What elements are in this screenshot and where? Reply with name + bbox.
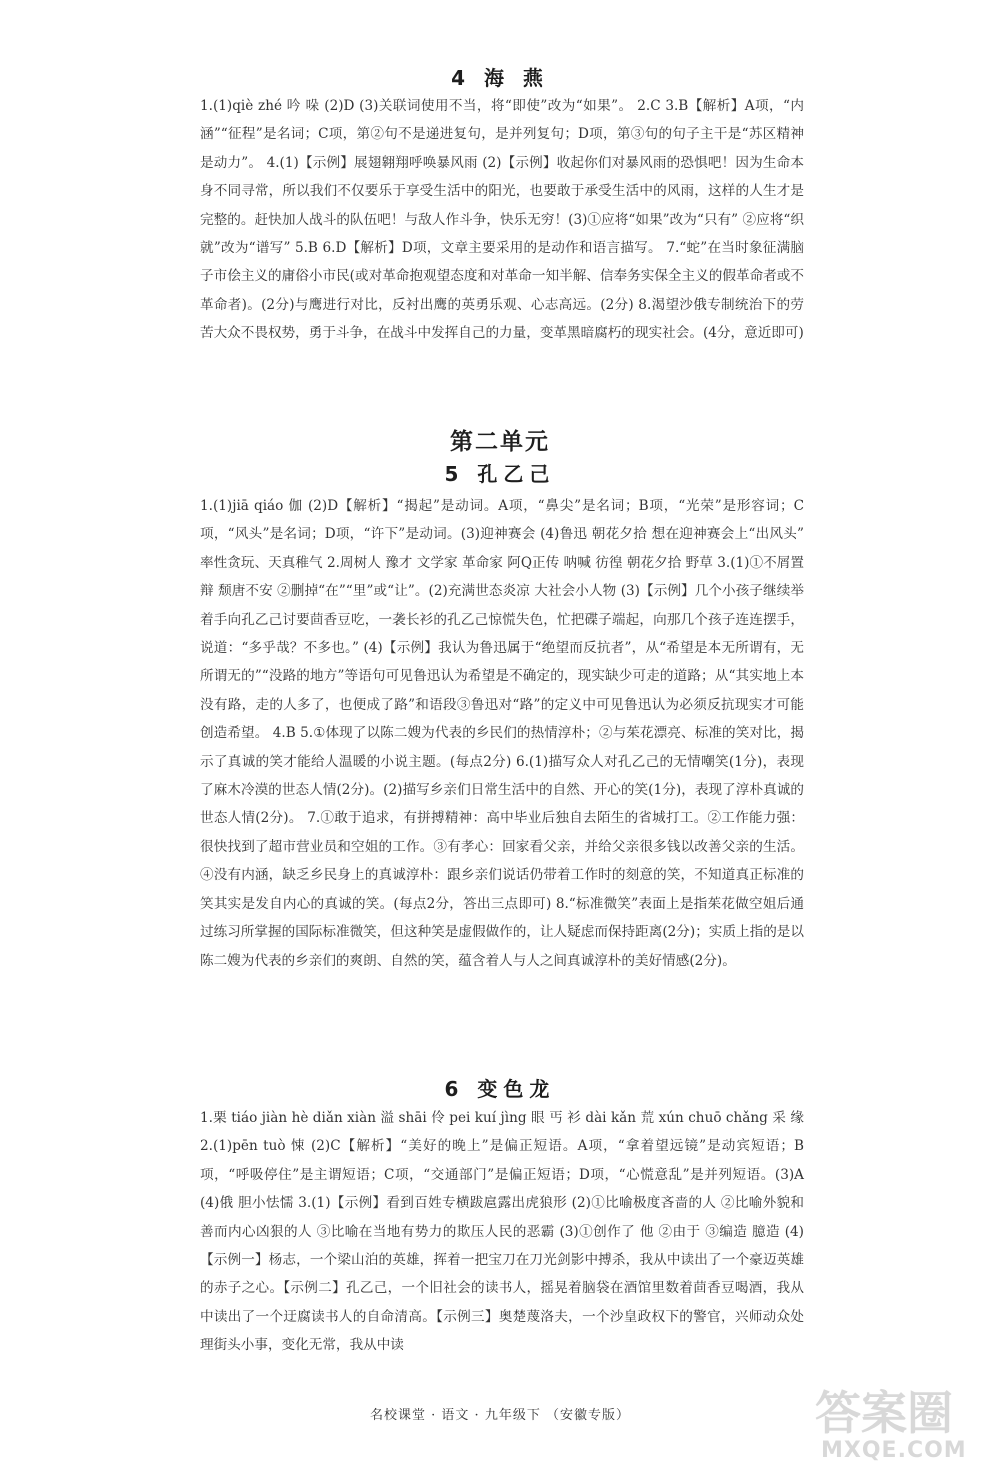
watermark-logo xyxy=(815,1388,993,1468)
lesson-6-answers: 1.栗 tiáo jiàn hè diǎn xiàn 溢 shāi 伶 pei kuí jìng 眼 丐 衫 dài kǎn 荒 xún chuō chǎng 采 缘 2.(1)pēn tuò 悚 (2)C【解析】“美好的晚上”是偏正短语。A项，“拿着望远镜”是动宾短语；B项，“呼吸停住”是主谓短语；C项，“交通部门”是偏正短语；D项，“心慌意乱”是并列短语。(3)A (4)俄 胆小怯懦 3.(1)【示例】看到百姓专横跋扈露出虎狼形 (2)①比喻极度吝啬的人 ②比喻外貌和善而内心凶狠的人 ③比喻在当地有势力的欺压人民的恶霸 (3)①创作了 他 ②由于 ③编造 臆造 (4)【示例一】杨志，一个梁山泊的英雄，挥着一把宝刀在刀光剑影中搏杀，我从中读出了一个豪迈英雄的赤子之心。【示例二】孔乙己，一个旧社会的读书人，摇晃着脑袋在酒馆里数着茴香豆喝酒，我从中读出了一个迂腐读书人的自命清高。【示例三】奥楚蔑洛夫，一个沙皇政权下的警官，兴师动众处理街头小事，变化无常，我从中读 xyxy=(200,1110,804,1354)
lesson-4-title: 4 海 燕 xyxy=(451,66,549,90)
page-footer: 名校课堂 · 语文 · 九年级下 （安徽专版） xyxy=(370,1408,630,1423)
lesson-5-title: 5 孔乙己 xyxy=(444,462,556,486)
lesson-6-title: 6 变色龙 xyxy=(444,1077,556,1101)
watermark-en-text: MXQE.COM xyxy=(821,1438,967,1463)
watermark-cn-text: 答案圈 xyxy=(815,1386,953,1440)
unit-2-title: 第二单元 xyxy=(450,429,550,455)
lesson-4-answers: 1.(1)qiè zhé 吟 哚 (2)D (3)关联词使用不当，将“即使”改为“如果”。 2.C 3.B【解析】A项，“内涵”“征程”是名词；C项，第②句不是递进复句，是并列复句；D项，第③句的句子主干是“苏区精神是动力”。 4.(1)【示例】展翅翱翔呼唤暴风雨 (2)【示例】收起你们对暴风雨的恐惧吧！因为生命本身不同寻常，所以我们不仅要乐于享受生活中的阳光，也要敢于承受生活中的风雨，这样的人生才是完整的。赶快加人战斗的队伍吧！与敌人作斗争，快乐无穷！(3)①应将“如果”改为“只有” ②应将“织就”改为“谱写” 5.B 6.D【解析】D项，文章主要采用的是动作和语言描写。 7.“蛇”在当时象征满脑子市侩主义的庸俗小市民(或对革命抱观望态度和对革命一知半解、信奉务实保全主义的假革命者或不革命者)。(2分)与鹰进行对比，反衬出鹰的英勇乐观、心志高远。(2分) 8.渴望沙俄专制统治下的劳苦大众不畏权势，勇于斗争，在战斗中发挥自己的力量，变革黑暗腐朽的现实社会。(4分，意近即可) xyxy=(200,98,804,342)
lesson-5-answers: 1.(1)jiā qiáo 伽 (2)D【解析】“揭起”是动词。A项，“鼻尖”是名词；B项，“光荣”是形容词；C项，“风头”是名词；D项，“许下”是动词。(3)迎神赛会 (4)鲁迅 朝花夕拾 想在迎神赛会上“出风头” 率性贪玩、天真稚气 2.周树人 豫才 文学家 革命家 阿Q正传 呐喊 彷徨 朝花夕拾 野草 3.(1)①不屑置辩 颓唐不安 ②删掉“在”“里”或“让”。(2)充满世态炎凉 大社会小人物 (3)【示例】几个小孩子继续举着手向孔乙己讨要茴香豆吃，一袭长衫的孔乙己惊慌失色，忙把碟子端起，向那几个孩子连连摆手，说道：“多乎哉？不多也。” (4)【示例】我认为鲁迅属于“绝望而反抗者”，从“希望是本无所谓有，无所谓无的”“没路的地方”等语句可见鲁迅认为希望是不确定的，现实缺少可走的道路；从“其实地上本没有路，走的人多了，也便成了路”和语段③鲁迅对“路”的定义中可见鲁迅认为必须反抗现实才可能创造希望。 4.B 5.①体现了以陈二嫂为代表的乡民们的热情淳朴；②与茱花漂亮、标准的笑对比，揭示了真诚的笑才能给人温暖的小说主题。(每点2分) 6.(1)描写众人对孔乙己的无情嘲笑(1分)，表现了麻木冷漠的世态人情(2分)。(2)描写乡亲们日常生活中的自然、开心的笑(1分)，表现了淳朴真诚的世态人情(2分)。 7.①敢于追求，有拼搏精神：高中毕业后独自去陌生的省城打工。②工作能力强：很快找到了超市营业员和空姐的工作。③有孝心：回家看父亲，并给父亲很多钱以改善父亲的生活。④没有内涵，缺乏乡民身上的真诚淳朴：跟乡亲们说话仍带着工作时的刻意的笑，不知道真正标准的笑其实是发自内心的真诚的笑。(每点2分，答出三点即可) 8.“标准微笑”表面上是指茱花做空姐后通过练习所掌握的国际标准微笑，但这种笑是虚假做作的，让人疑虑而保持距离(2分)；实质上指的是以陈二嫂为代表的乡亲们的爽朗、自然的笑，蕴含着人与人之间真诚淳朴的美好情感(2分)。 xyxy=(200,498,804,969)
